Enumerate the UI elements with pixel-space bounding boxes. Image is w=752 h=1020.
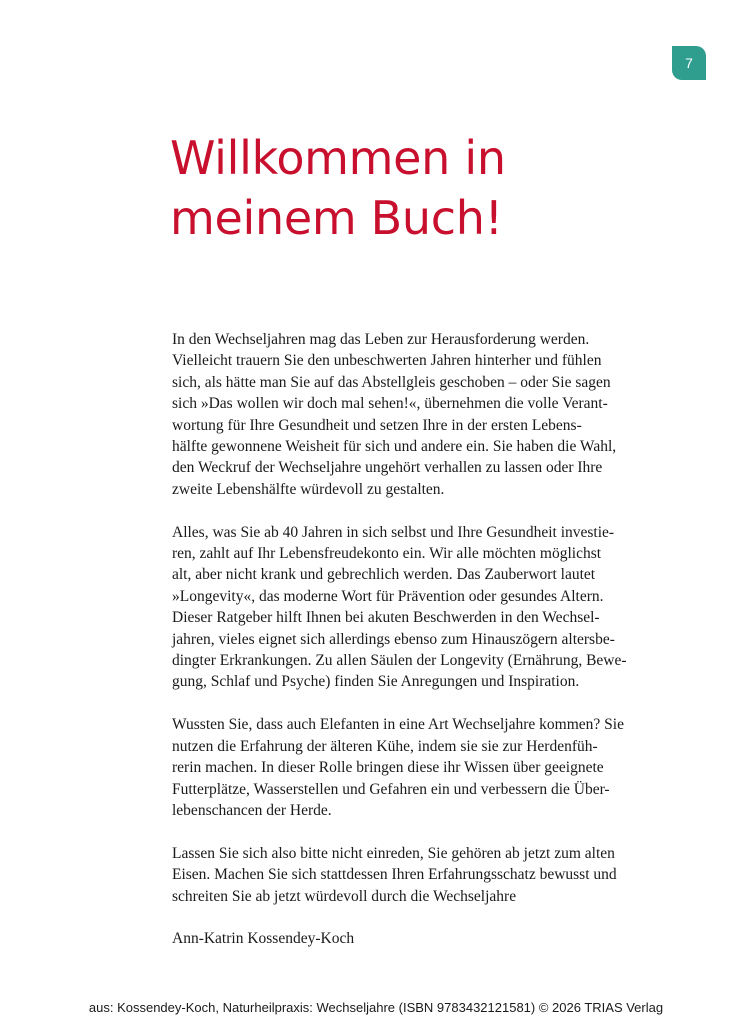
text-line: nutzen die Erfahrung der älteren Kühe, indem sie sie zur Herdenfüh- xyxy=(172,737,598,755)
author-signature: Ann-Katrin Kossendey-Koch xyxy=(172,930,355,948)
text-line: den Weckruf der Wechseljahre ungehört verhallen zu lassen oder Ihre xyxy=(172,459,603,477)
text-line: zweite Lebenshälfte würdevoll zu gestalten. xyxy=(172,480,445,498)
text-line: sich, als hätte man Sie auf das Abstellgleis geschoben – oder Sie sagen xyxy=(172,373,611,391)
paragraph-spacer xyxy=(172,693,672,714)
paragraph-spacer xyxy=(172,500,672,521)
page-title xyxy=(170,128,506,248)
text-line: Alles, was Sie ab 40 Jahren in sich selbst und Ihre Gesundheit investie- xyxy=(172,523,615,541)
text-line: dingter Erkrankungen. Zu allen Säulen der Longevity (Ernährung, Bewe- xyxy=(172,652,627,670)
paragraph-spacer xyxy=(172,821,672,842)
text-line: Vielleicht trauern Sie den unbeschwerten Jahren hinterher und fühlen xyxy=(172,352,602,370)
body-text xyxy=(172,329,672,950)
title-line: Willkommen in xyxy=(170,131,506,185)
text-line: hälfte gewonnene Weisheit für sich und andere ein. Sie haben die Wahl, xyxy=(172,438,617,456)
page-number: 7 xyxy=(685,55,693,71)
text-line: Futterplätze, Wasserstellen und Gefahren ein und verbessern die Über- xyxy=(172,780,610,798)
footer-source: aus: Kossendey-Koch, Naturheilpraxis: Wechseljahre (ISBN 9783432121581) © 2026 TRIAS Verlag xyxy=(88,1000,664,1015)
text-line: gung, Schlaf und Psyche) finden Sie Anregungen und Inspiration. xyxy=(172,673,580,691)
text-line: wortung für Ihre Gesundheit und setzen Ihre in der ersten Lebens- xyxy=(172,416,582,434)
title-line: meinem Buch! xyxy=(170,191,503,245)
text-line: lebenschancen der Herde. xyxy=(172,801,332,819)
paragraph-spacer xyxy=(172,907,672,928)
text-line: Eisen. Machen Sie sich stattdessen Ihren Erfahrungsschatz bewusst und xyxy=(172,866,617,884)
text-line: jahren, vieles eignet sich allerdings ebenso zum Hinauszögern altersbe- xyxy=(172,630,615,648)
text-line: Lassen Sie sich also bitte nicht einreden, Sie gehören ab jetzt zum alten xyxy=(172,844,615,862)
text-line: alt, aber nicht krank und gebrechlich werden. Das Zauberwort lautet xyxy=(172,566,596,584)
text-line: »Longevity«, das moderne Wort für Prävention oder gesundes Altern. xyxy=(172,587,604,605)
text-line: rerin machen. In dieser Rolle bringen diese ihr Wissen über geeignete xyxy=(172,759,604,777)
text-line: ren, zahlt auf Ihr Lebensfreudekonto ein. Wir alle möchten möglichst xyxy=(172,545,602,563)
text-line: Wussten Sie, dass auch Elefanten in eine Art Wechseljahre kommen? Sie xyxy=(172,716,624,734)
paragraph-elephants xyxy=(172,714,672,821)
page-number-tab xyxy=(672,46,706,80)
text-line: In den Wechseljahren mag das Leben zur Herausforderung werden. xyxy=(172,331,590,348)
paragraph-intro xyxy=(172,329,672,500)
text-line: Dieser Ratgeber hilft Ihnen bei akuten Beschwerden in den Wechsel- xyxy=(172,609,600,627)
text-line: schreiten Sie ab jetzt würdevoll durch die Wechseljahre xyxy=(172,887,517,905)
text-line: sich »Das wollen wir doch mal sehen!«, übernehmen die volle Verant- xyxy=(172,395,608,413)
paragraph-longevity xyxy=(172,522,672,693)
paragraph-closing xyxy=(172,843,672,907)
